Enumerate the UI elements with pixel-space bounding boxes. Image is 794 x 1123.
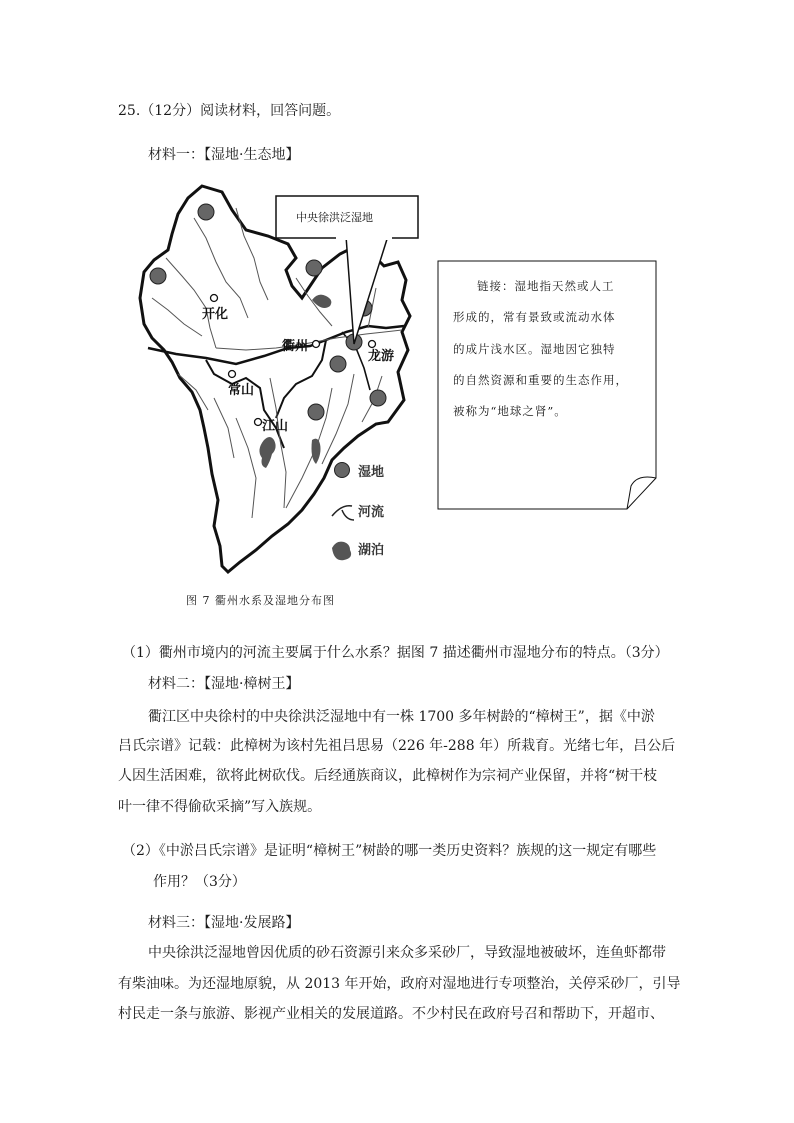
legend-lake-label: 湖泊 xyxy=(358,543,385,558)
material-2-line: 人因生活困难，欲将此树砍伐。后经通族商议，此樟树作为宗祠产业保留，并将“树干枝 xyxy=(118,768,658,784)
material-3-line: 中央徐洪泛湿地曾因优质的砂石资源引来众多采砂厂，导致湿地被破坏，连鱼虾都带 xyxy=(148,945,666,961)
quzhou-map xyxy=(136,178,426,578)
material-3-line: 村民走一条与旅游、影视产业相关的发展道路。不少村民在政府号召和帮助下，开超市、 xyxy=(118,1006,664,1022)
material-2-line: 衢江区中央徐村的中央徐洪泛湿地中有一株 1700 多年树龄的“樟树王”，据《中淤 xyxy=(148,709,655,725)
material-2-line: 叶一律不得偷砍采摘”写入族规。 xyxy=(118,799,322,815)
note-line: 形成的，常有景致或流动水体 xyxy=(453,310,616,324)
material-3-label: 材料三：【湿地·发展路】 xyxy=(148,915,300,931)
legend-river-icon xyxy=(332,506,354,520)
map-legend xyxy=(332,463,384,561)
note-line: 的成片浅水区。湿地因它独特 xyxy=(453,342,616,356)
material-3-line: 有柴油味。为还湿地原貌，从 2013 年开始，政府对湿地进行专项整治，关停采砂厂，引导 xyxy=(118,976,681,992)
material-2-line: 吕氏宗谱》记载：此樟树为该村先祖吕思易（226 年-288 年）所栽育。光绪七年，吕公后 xyxy=(118,738,676,754)
city-marker-quzhou xyxy=(313,341,320,348)
legend-wetland-label: 湿地 xyxy=(358,465,385,480)
city-marker-jiangshan xyxy=(255,419,262,426)
legend-wetland-icon xyxy=(335,463,350,478)
city-label-kaihua: 开化 xyxy=(202,307,229,322)
note-line: 链接：湿地指天然或人工 xyxy=(477,279,615,293)
city-marker-longyou xyxy=(369,341,376,348)
map-figure xyxy=(136,178,426,578)
question-2: （2）《中淤吕氏宗谱》是证明“樟树王”树龄的哪一类历史资料？族规的这一规定有哪些 xyxy=(122,843,657,859)
note-panel xyxy=(437,260,657,510)
material-2-label: 材料二：【湿地·樟树王】 xyxy=(148,676,300,692)
wetland-marker xyxy=(306,260,322,276)
city-label-longyou: 龙游 xyxy=(368,349,395,364)
map-caption: 图 7 衢州水系及湿地分布图 xyxy=(186,594,335,607)
wetland-marker xyxy=(150,268,166,284)
wetland-marker xyxy=(198,204,214,220)
question-2-continued: 作用？（3分） xyxy=(153,874,246,890)
note-line: 的自然资源和重要的生态作用， xyxy=(453,373,628,387)
city-label-jiangshan: 江山 xyxy=(262,419,289,434)
wetland-marker xyxy=(308,404,324,420)
material-1-label: 材料一：【湿地·生态地】 xyxy=(148,147,300,163)
legend-river-label: 河流 xyxy=(358,505,385,520)
question-1: （1）衢州市境内的河流主要属于什么水系？据图 7 描述衢州市湿地分布的特点。（3分） xyxy=(122,645,669,661)
callout-text: 中央徐洪泛湿地 xyxy=(296,211,373,224)
question-header: 25.（12分）阅读材料，回答问题。 xyxy=(118,103,341,119)
city-label-changshan: 常山 xyxy=(228,383,255,398)
legend-lake-icon xyxy=(332,542,351,561)
city-marker-changshan xyxy=(229,371,236,378)
wetland-marker xyxy=(330,356,346,372)
wetland-marker xyxy=(370,390,386,406)
note-line: 被称为“地球之肾”。 xyxy=(453,404,567,418)
city-marker-kaihua xyxy=(211,295,218,302)
city-label-quzhou: 衢州 xyxy=(282,339,309,354)
